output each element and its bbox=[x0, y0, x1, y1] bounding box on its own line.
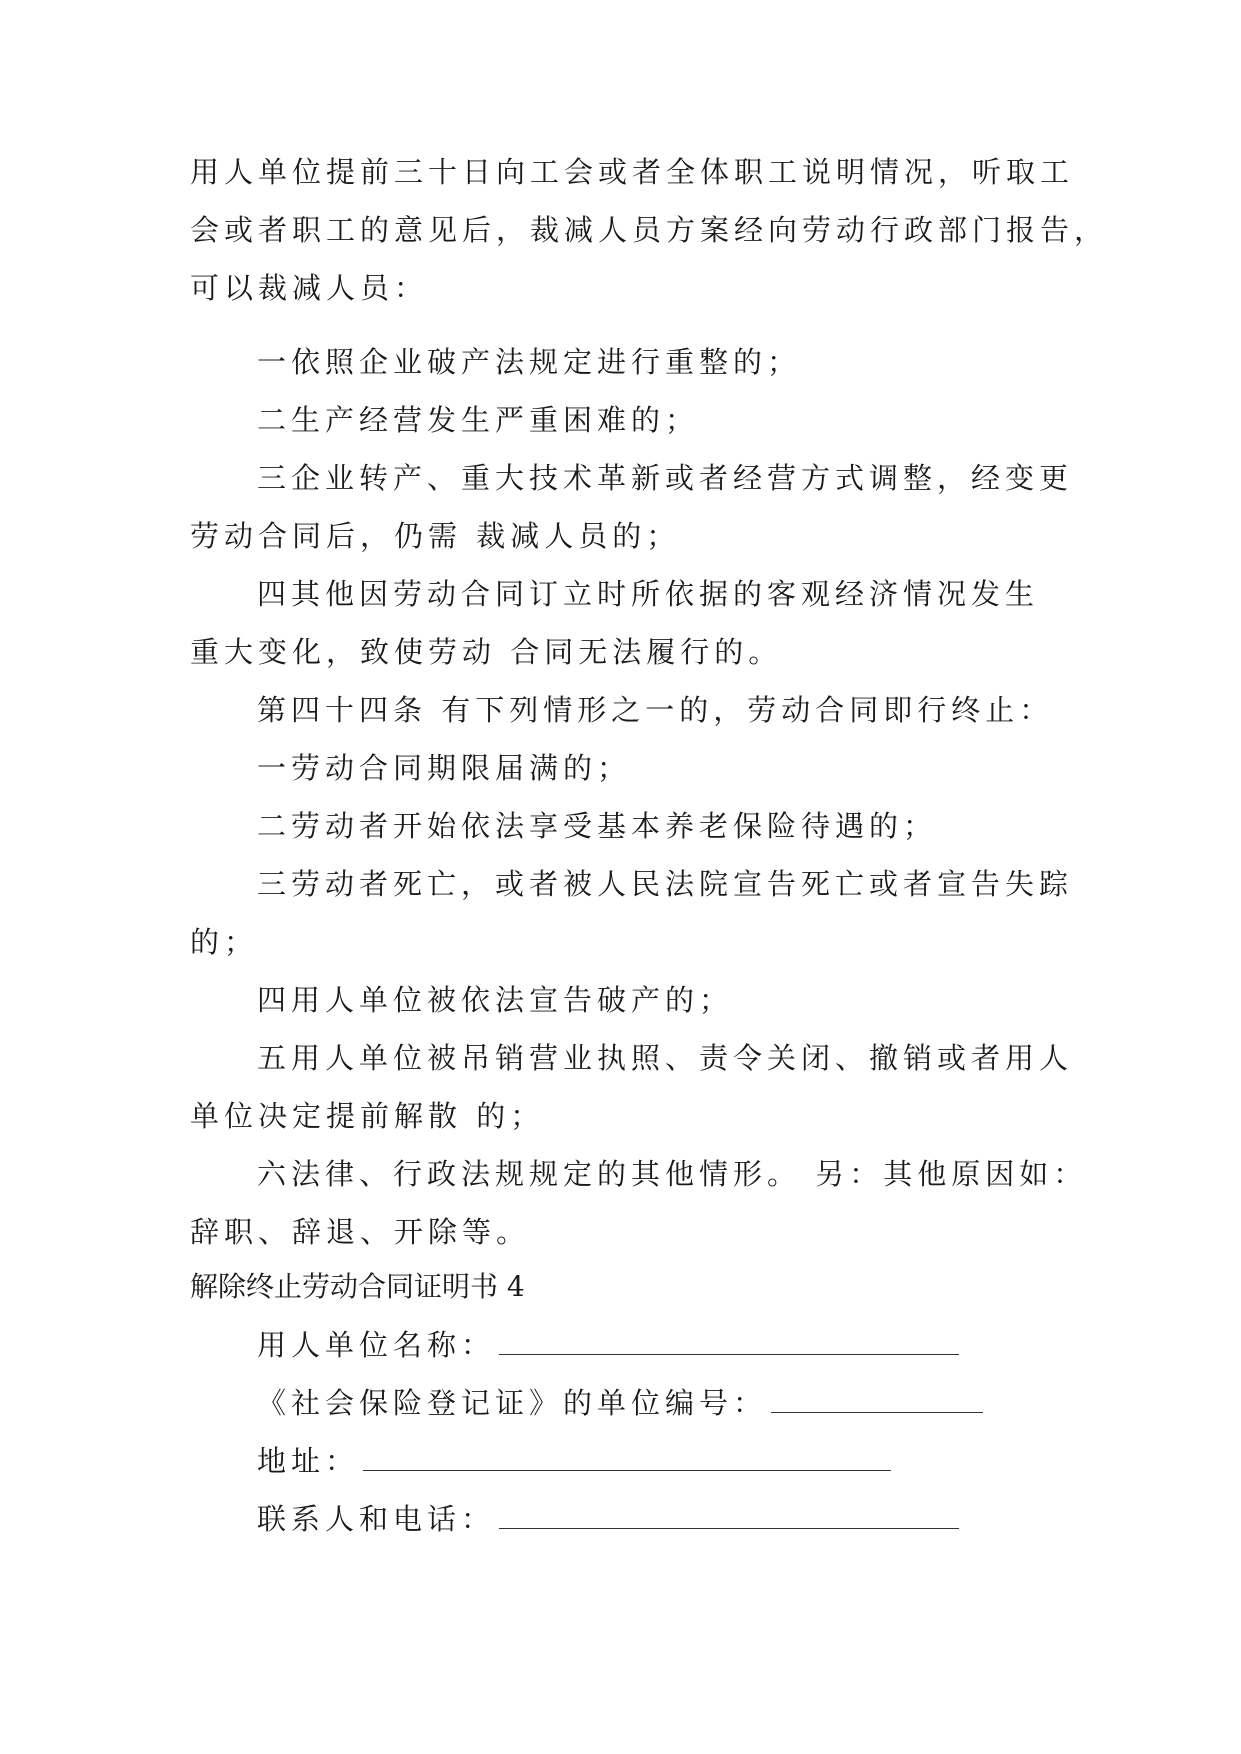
form-field-address bbox=[257, 1441, 891, 1481]
fill-in-blank bbox=[363, 1444, 891, 1471]
fill-in-blank bbox=[499, 1328, 959, 1355]
form-field-label: 联系人和电话： bbox=[257, 1502, 496, 1536]
paragraph-line: 的； bbox=[190, 925, 259, 959]
paragraph-line: 重大变化，致使劳动 合同无法履行的。 bbox=[190, 635, 783, 669]
paragraph-line: 用人单位提前三十日向工会或者全体职工说明情况，听取工 bbox=[190, 155, 1075, 189]
paragraph-line: 五用人单位被吊销营业执照、责令关闭、撤销或者用人 bbox=[257, 1041, 1074, 1075]
paragraph-line: 四其他因劳动合同订立时所依据的客观经济情况发生 bbox=[257, 577, 1040, 611]
paragraph-line: 二生产经营发生严重困难的； bbox=[257, 403, 700, 437]
paragraph-line: 一依照企业破产法规定进行重整的； bbox=[257, 345, 802, 379]
paragraph-line: 第四十四条 有下列情形之一的，劳动合同即行终止： bbox=[257, 693, 1054, 727]
paragraph-line: 三企业转产、重大技术革新或者经营方式调整，经变更 bbox=[257, 461, 1074, 495]
paragraph-line: 劳动合同后，仍需 裁减人员的； bbox=[190, 519, 681, 553]
paragraph-line: 单位决定提前解散 的； bbox=[190, 1099, 545, 1133]
fill-in-blank bbox=[499, 1502, 959, 1529]
paragraph-line: 一劳动合同期限届满的； bbox=[257, 751, 632, 785]
form-field-label: 地址： bbox=[257, 1444, 360, 1478]
form-field-label: 用人单位名称： bbox=[257, 1328, 496, 1362]
certificate-title: 解除终止劳动合同证明书 4 bbox=[190, 1270, 525, 1303]
form-field-contact bbox=[257, 1499, 959, 1539]
paragraph-line: 可以裁减人员： bbox=[190, 271, 429, 305]
form-field-label: 《社会保险登记证》的单位编号： bbox=[257, 1386, 768, 1420]
fill-in-blank bbox=[771, 1386, 983, 1413]
paragraph-line: 会或者职工的意见后，裁减人员方案经向劳动行政部门报告， bbox=[190, 213, 1109, 247]
paragraph-line: 二劳动者开始依法享受基本养老保险待遇的； bbox=[257, 809, 938, 843]
form-field-company-name bbox=[257, 1325, 959, 1365]
paragraph-line: 四用人单位被依法宣告破产的； bbox=[257, 983, 734, 1017]
paragraph-line: 三劳动者死亡，或者被人民法院宣告死亡或者宣告失踪 bbox=[257, 867, 1074, 901]
paragraph-line: 辞职、辞退、开除等。 bbox=[190, 1215, 531, 1249]
form-field-insurance-number bbox=[257, 1383, 983, 1423]
paragraph-line: 六法律、行政法规规定的其他情形。 另：其他原因如： bbox=[257, 1157, 1088, 1191]
